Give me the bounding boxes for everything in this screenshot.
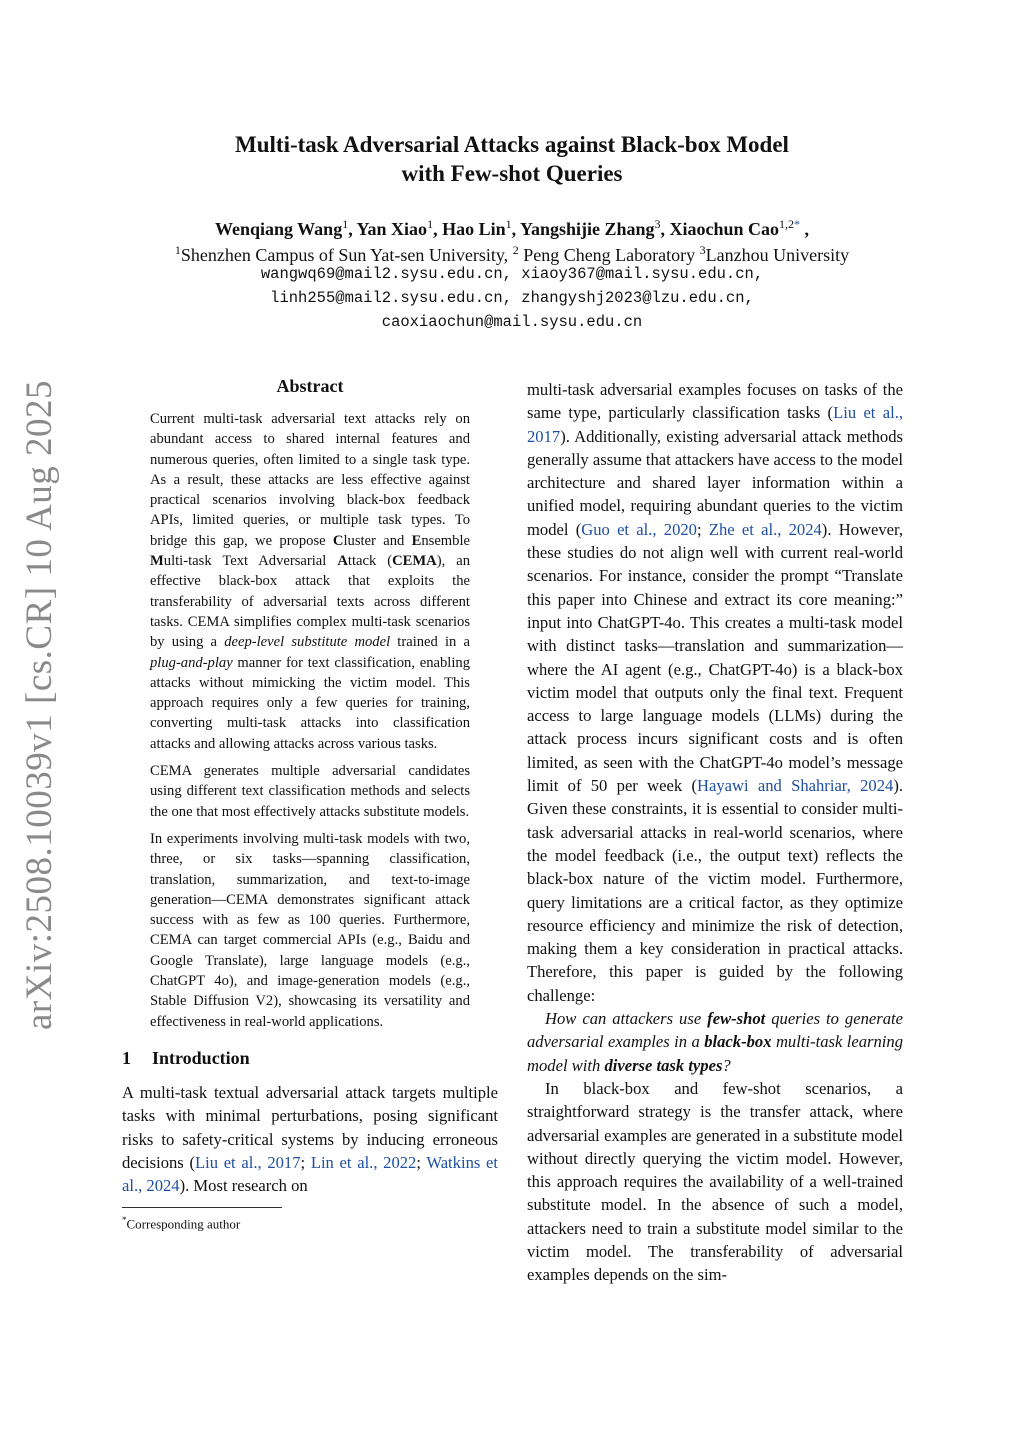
author-affiliation-mark: 1: [427, 217, 434, 231]
citation-link[interactable]: Lin et al., 2022: [310, 1152, 417, 1172]
author-affiliation-mark: 1,2*: [779, 217, 801, 231]
author-list: Wenqiang Wang$^1$, Yan Xiao$^1$, Hao Lin$^1$, Yangshijie Zhang$^3$, Xiaochun Cao$^{1,2*}$ ,: [214, 217, 810, 239]
abstract-paragraph: Current multi-task adversarial text attacks rely on abundant access to shared internal features and numerous queries, often limited to a single task type. As a result, these attacks are less effective against practical scenarios involving black-box feedback APIs, limited queries, or multiple task types. To bridge this gap, we propose Cluster and Ensemble Multi-task Text Adversarial Attack (CEMA), an effective black-box attack that exploits the transferability of adversarial texts across different tasks. CEMA simplifies complex multi-task scenarios by using a deep-level substitute model trained in a plug-and-play manner for text classification, enabling attacks without mimicking the victim model. This approach requires only a few queries for training, converting multi-task attacks into classification attacks and allowing attacks across various tasks.: [150, 411, 470, 752]
affiliation-text: Lanzhou University: [705, 245, 850, 265]
body-paragraph: multi-task adversarial examples focuses on tasks of the same type, particularly classification tasks (Liu et al., 2017). Additionally, existing adversarial attack methods generally assume that attackers have access to the model architecture and shared layer information within a unified model, requiring abundant queries to the victim model (Guo et al., 2020; Zhe et al., 2024). However, these studies do not align well with current real-world scenarios. For instance, consider the prompt “Translate this paper into Chinese and extract its core meaning:” input into ChatGPT-4o. This creates a multi-task model with distinct tasks—translation and summarization—where the AI agent (e.g., ChatGPT-4o) is a black-box victim model that outputs only the final text. Frequent access to large language models (LLMs) during the attack process incurs significant costs and is often limited, as seen with the ChatGPT-4o model’s message limit of 50 per week (Hayawi and Shahriar, 2024). Given these constraints, it is essential to consider multi-task adversarial attacks in real-world scenarios, where the model feedback (i.e., the output text) reflects the black-box nature of the victim model. Furthermore, query limitations are a critical factor, as they optimize resource efficiency and minimize the risk of detection, making them a key consideration in practical attacks. Therefore, this paper is guided by the following challenge:: [527, 380, 904, 1005]
footnote-divider: [122, 1207, 282, 1208]
right-column: [527, 378, 903, 1287]
citation-link[interactable]: Liu et al., 2017: [527, 403, 903, 446]
email-line: caoxiaochun@mail.sysu.edu.cn: [381, 313, 643, 331]
author-affiliation-mark: 1: [505, 217, 512, 231]
author-name: Wenqiang Wang: [214, 219, 343, 239]
section-heading-introduction: 1 Introduction: [122, 1047, 250, 1068]
intro-paragraph: A multi-task textual adversarial attack targets multiple tasks with minimal perturbations, posing significant risks to safety-critical systems by inducing erroneous decisions (Liu et al., 2017; Lin et al., 2022; Watkins et al., 2024). Most research on: [122, 1082, 498, 1196]
citation-link[interactable]: Zhe et al., 2024: [708, 519, 822, 539]
abstract-paragraph: In experiments involving multi-task models with two, three, or six tasks—spanning classification, translation, summarization, and text-to-image generation—CEMA demonstrates significant attack success with as few as 100 queries. Furthermore, CEMA can target commercial APIs (e.g., Baidu and Google Translate), large language models (e.g., ChatGPT 4o), and image-generation models (e.g., Stable Diffusion V2), showcasing its versatility and effectiveness in real-world applications.: [150, 830, 470, 1030]
title-line-1: Multi-task Adversarial Attacks against Black-box Model: [235, 132, 789, 157]
abstract-heading: Abstract: [276, 376, 344, 396]
research-question: How can attackers use few-shot queries to generate adversarial examples in a black-box multi-task learning model with diverse task types?: [527, 1009, 903, 1075]
citation-link[interactable]: Guo et al., 2020: [581, 519, 697, 539]
affiliation-number: 3: [699, 243, 706, 257]
corresponding-mark[interactable]: *: [794, 217, 801, 231]
author-name: Yan Xiao: [356, 219, 428, 239]
left-column: [122, 376, 498, 1233]
arxiv-identifier: arXiv:2508.10039v1 [cs.CR] 10 Aug 2025: [19, 379, 60, 1030]
affiliation-text: Shenzhen Campus of Sun Yat-sen University,: [180, 245, 513, 265]
affiliation-text: Peng Cheng Laboratory: [518, 245, 700, 265]
affiliation-number: 1: [174, 243, 181, 257]
abstract-paragraph: CEMA generates multiple adversarial candidates using different text classification methods and selects the one that most effectively attacks substitute models.: [150, 763, 470, 820]
body-paragraph: In black-box and few-shot scenarios, a straightforward strategy is the transfer attack, where adversarial examples are generated in a substitute model without directly querying the victim model. However, this approach requires the availability of a well-trained substitute model. In the absence of such a model, attackers need to train a substitute model similar to the victim model. The transferability of adversarial examples depends on the sim-: [527, 1078, 903, 1285]
author-emails: [100, 262, 924, 334]
email-line: wangwq69@mail2.sysu.edu.cn, xiaoy367@mail.sysu.edu.cn,: [260, 265, 764, 283]
abstract-section: [122, 376, 498, 1032]
paper-title: [122, 130, 902, 188]
citation-link[interactable]: Liu et al., 2017: [194, 1152, 301, 1172]
author-affiliation-mark: 1: [342, 217, 349, 231]
author-name: Xiaochun Cao: [669, 219, 780, 239]
email-line: linh255@mail2.sysu.edu.cn, zhangyshj2023@lzu.edu.cn,: [270, 289, 754, 307]
footnote: *Corresponding author: [122, 1215, 241, 1232]
affiliation-number: 2: [512, 243, 519, 257]
author-name: Yangshijie Zhang: [519, 219, 655, 239]
citation-link[interactable]: Watkins et al., 2024: [122, 1152, 498, 1196]
title-line-2: with Few-shot Queries: [401, 161, 623, 186]
author-affiliation-mark: 3: [654, 217, 661, 231]
author-name: Hao Lin: [442, 219, 506, 239]
citation-link[interactable]: Hayawi and Shahriar, 2024: [696, 776, 894, 796]
